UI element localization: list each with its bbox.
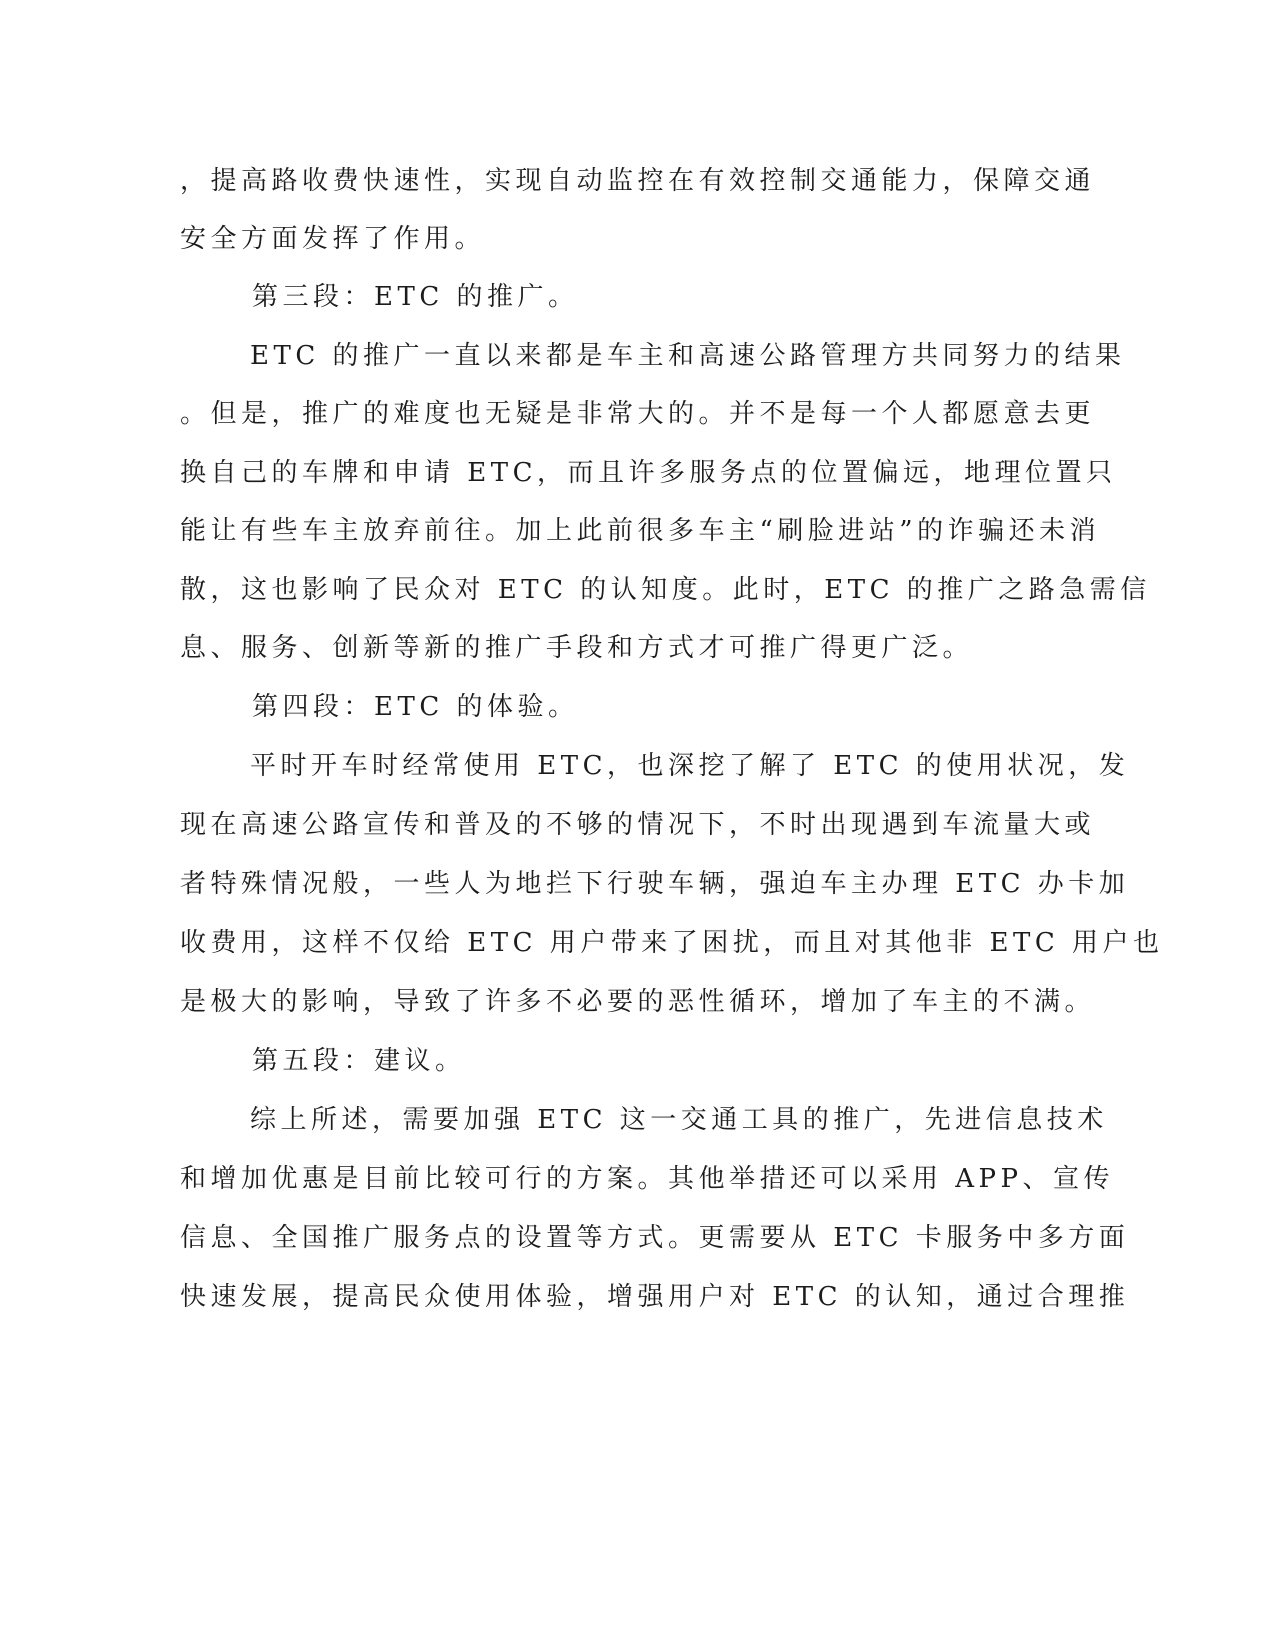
- body-text-line: 平时开车时经常使用 ETC，也深挖了解了 ETC 的使用状况，发: [250, 751, 1130, 781]
- body-text-line: 快速发展，提高民众使用体验，增强用户对 ETC 的认知，通过合理推: [180, 1282, 1130, 1312]
- body-text-line: 是极大的影响，导致了许多不必要的恶性循环，增加了车主的不满。: [180, 987, 1096, 1017]
- body-text-line: ETC 的推广一直以来都是车主和高速公路管理方共同努力的结果: [250, 341, 1126, 371]
- body-text-line: 能让有些车主放弃前往。加上此前很多车主“刷脸进站”的诈骗还未消: [180, 516, 1101, 546]
- section-heading: 第三段：ETC 的推广。: [252, 282, 579, 312]
- body-text-line: 散，这也影响了民众对 ETC 的认知度。此时，ETC 的推广之路急需信: [180, 575, 1151, 605]
- body-text-line: 和增加优惠是目前比较可行的方案。其他举措还可以采用 APP、宣传: [180, 1164, 1115, 1194]
- body-text-line: 收费用，这样不仅给 ETC 用户带来了困扰，而且对其他非 ETC 用户也: [180, 928, 1164, 958]
- body-text-line: 息、服务、创新等新的推广手段和方式才可推广得更广泛。: [180, 633, 974, 663]
- body-text-line: 安全方面发挥了作用。: [180, 224, 486, 254]
- body-text-line: 者特殊情况般，一些人为地拦下行驶车辆，强迫车主办理 ETC 办卡加: [180, 869, 1130, 899]
- body-text-line: 信息、全国推广服务点的设置等方式。更需要从 ETC 卡服务中多方面: [180, 1223, 1130, 1253]
- body-text-line: 。但是，推广的难度也无疑是非常大的。并不是每一个人都愿意去更: [180, 399, 1096, 429]
- body-text-line: 换自己的车牌和申请 ETC，而且许多服务点的位置偏远，地理位置只: [180, 458, 1117, 488]
- body-text-line: 现在高速公路宣传和普及的不够的情况下，不时出现遇到车流量大或: [180, 810, 1096, 840]
- section-heading: 第五段：建议。: [252, 1046, 466, 1076]
- section-heading: 第四段：ETC 的体验。: [252, 692, 579, 722]
- body-text-line: 综上所述，需要加强 ETC 这一交通工具的推广，先进信息技术: [250, 1105, 1108, 1135]
- body-text-line: ，提高路收费快速性，实现自动监控在有效控制交通能力，保障交通: [180, 166, 1096, 196]
